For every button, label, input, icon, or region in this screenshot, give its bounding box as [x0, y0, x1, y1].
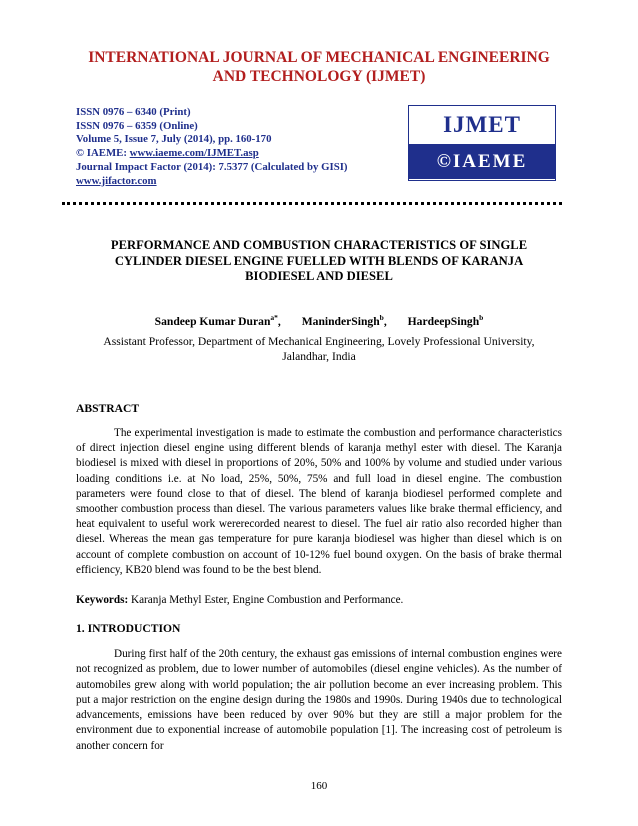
iaeme-prefix: © IAEME: — [76, 147, 130, 160]
author-name: Sandeep Kumar Duran — [154, 314, 271, 328]
paper-title-line-3: BIODIESEL AND DIESEL — [245, 269, 393, 283]
logo-publisher: ©IAEME — [409, 144, 555, 179]
impact-factor: Journal Impact Factor (2014): 7.5377 (Calculated by GISI) — [76, 160, 348, 173]
journal-title-line-1: INTERNATIONAL JOURNAL OF MECHANICAL ENGINEERING — [88, 49, 550, 66]
introduction-heading: 1. INTRODUCTION — [76, 622, 181, 635]
author-affiliation-mark: a* — [270, 313, 278, 322]
logo-title: IJMET — [409, 106, 555, 144]
iaeme-line — [76, 147, 406, 161]
author-separator: , — [277, 314, 281, 328]
author — [408, 315, 484, 328]
keywords — [76, 594, 562, 606]
keywords-label: Keywords: — [76, 594, 129, 606]
author-affiliation — [86, 334, 552, 364]
paper-title-line-2: CYLINDER DIESEL ENGINE FUELLED WITH BLENDS OF KARANJA — [114, 253, 524, 268]
author — [302, 315, 387, 328]
author — [155, 315, 281, 328]
affiliation-line-1: Assistant Professor, Department of Mechanical Engineering, Lovely Professional University, — [103, 335, 535, 348]
ijmet-logo — [408, 105, 556, 181]
author-affiliation-mark: b — [479, 313, 484, 322]
paper-title-line-1: PERFORMANCE AND COMBUSTION CHARACTERISTICS OF SINGLE — [110, 238, 528, 252]
paper-title — [76, 238, 562, 285]
journal-title-line-2: AND TECHNOLOGY (IJMET) — [212, 68, 426, 85]
iaeme-link[interactable]: www.iaeme.com/IJMET.asp — [129, 147, 259, 160]
author-affiliation-mark: b — [379, 313, 384, 322]
issn-online: ISSN 0976 – 6359 (Online) — [76, 119, 198, 132]
page-number: 160 — [310, 780, 328, 792]
author-name: ManinderSingh — [301, 314, 380, 328]
affiliation-line-2: Jalandhar, India — [282, 350, 356, 363]
abstract-heading: ABSTRACT — [76, 402, 140, 415]
journal-meta — [76, 106, 406, 188]
keywords-text: Karanja Methyl Ester, Engine Combustion and Performance. — [128, 594, 404, 606]
journal-title — [60, 48, 578, 86]
volume-info: Volume 5, Issue 7, July (2014), pp. 160-170 — [76, 133, 272, 146]
jifactor-link[interactable]: www.jifactor.com — [76, 174, 157, 187]
author-separator: , — [383, 314, 387, 328]
author-list — [76, 313, 562, 328]
issn-print: ISSN 0976 – 6340 (Print) — [76, 106, 191, 118]
author-name: HardeepSingh — [407, 314, 480, 328]
introduction-body: During first half of the 20th century, the exhaust gas emissions of internal combustion engines were not recognized as problem, due to lower number of automobiles (diesel engine vehicles). As the number of automobiles grew along with world population; the air pollution become an ever increasing problem. This put a major restriction on the engine design during the 1980s and 1990s. During 1940s due to technological advancements, emissions have been reduced by over 90% but they are still a major problem for the environment due to exponential increase of automobile population [1]. The increasing cost of petroleum is another concern for — [76, 648, 562, 752]
abstract-body: The experimental investigation is made to estimate the combustion and performance characteristics of direct injection diesel engine using different blends of karanja methyl ester with diesel. The Karanja biodiesel is mixed with diesel in proportions of 20%, 50% and 100% by volume and studied under various loading conditions i.e. at No load, 25%, 50%, 75% and full load in diesel engine. The combustion parameters were found close to that of diesel. The blend of karanja biodiesel performed complete and smoother combustion process than diesel. The various parameters values like brake thermal efficiency, and heat equivalent to useful work wererecorded nearest to diesel. The fuel air ratio also recorded higher than diesel. Whereas the mean gas temperature for pure karanja biodiesel was higher than diesel which is on account of complete combustion on account of 10-12% fuel bound oxygen. On the basis of brake thermal efficiency, KB20 blend was found to be the best blend. — [76, 427, 562, 576]
header-divider — [62, 202, 562, 205]
